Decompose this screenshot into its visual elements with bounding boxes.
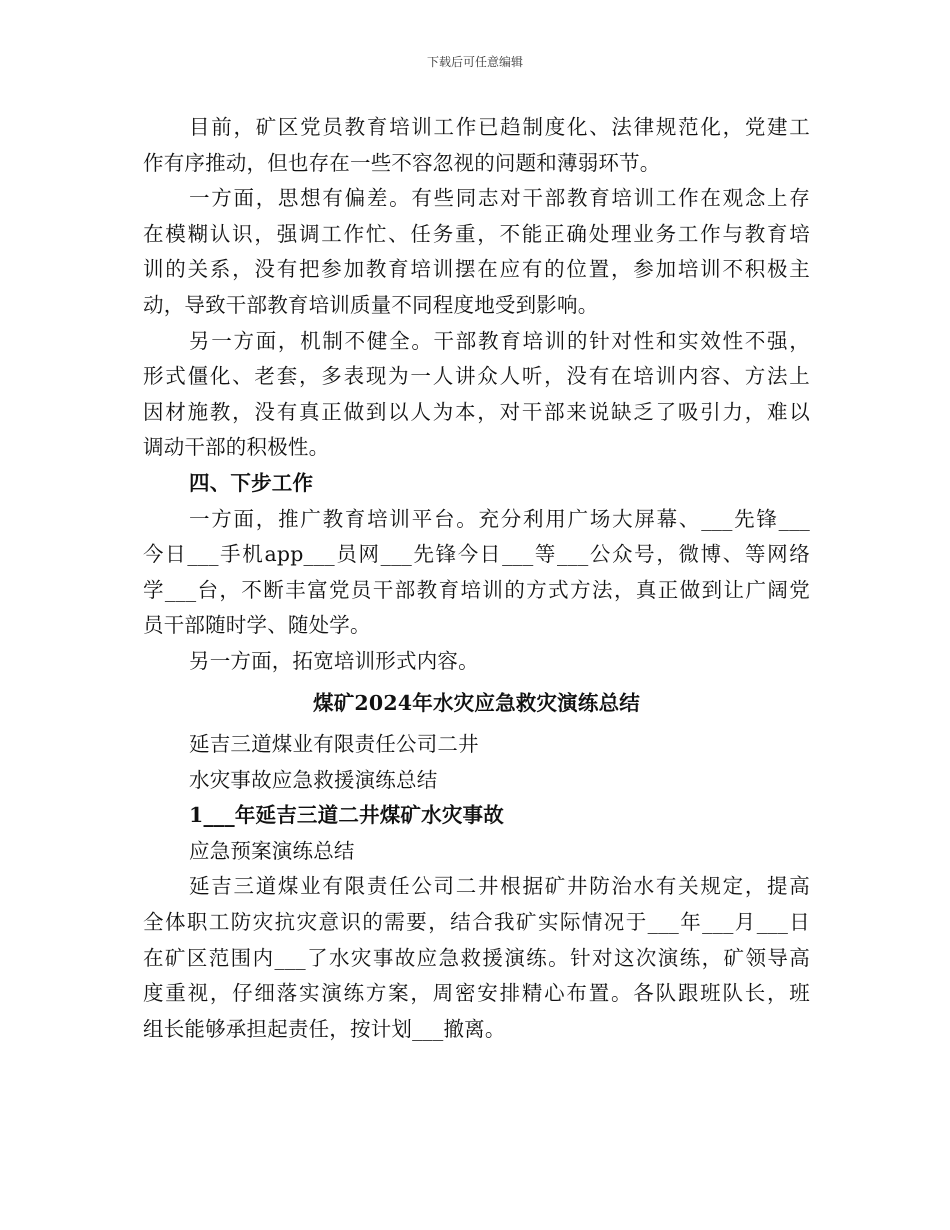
- section-heading-drill: 1___年延吉三道二井煤矿水灾事故: [189, 803, 504, 828]
- text-line: 另一方面，机制不健全。干部教育培训的针对性和实效性不强，: [189, 328, 810, 353]
- text-line: 今日___手机app___员网___先锋今日___等___公众号，微博、等网络: [143, 542, 810, 567]
- company-name-line: 延吉三道煤业有限责任公司二井: [189, 732, 479, 757]
- paragraph-training-content: 另一方面，拓宽培训形式内容。: [189, 648, 479, 673]
- text-line: 目前，矿区党员教育培训工作已趋制度化、法律规范化，党建工: [189, 115, 810, 139]
- text-line: 调动干部的积极性。: [143, 435, 330, 460]
- document-body: [143, 110, 810, 1047]
- text-line: 在矿区范围内___了水灾事故应急救援演练。针对这次演练，矿领导高: [143, 945, 810, 970]
- text-line: 度重视，仔细落实演练方案，周密安排精心布置。各队跟班队长，班: [143, 981, 810, 1006]
- text-line: 形式僵化、老套，多表现为一人讲众人听，没有在培训内容、方法上: [143, 364, 810, 389]
- paragraph-thinking-deviation: [143, 181, 810, 323]
- text-line: 员干部随时学、随处学。: [143, 613, 371, 638]
- plan-summary-line: 应急预案演练总结: [189, 838, 355, 863]
- text-line: 延吉三道煤业有限责任公司二井根据矿井防治水有关规定，提高: [189, 874, 810, 899]
- text-line: 在模糊认识，强调工作忙、任务重，不能正确处理业务工作与教育培: [143, 221, 810, 246]
- document-title: 煤矿2024年水灾应急救灾演练总结: [313, 690, 640, 715]
- text-line: 动，导致干部教育培训质量不同程度地受到影响。: [143, 292, 599, 317]
- paragraph-drill-body: [143, 869, 810, 1047]
- text-line: 训的关系，没有把参加教育培训摆在应有的位置，参加培训不积极主: [143, 257, 810, 282]
- text-line: 作有序推动，但也存在一些不容忽视的问题和薄弱环节。: [143, 150, 661, 175]
- text-line: 因材施教，没有真正做到以人为本，对干部来说缺乏了吸引力，难以: [143, 399, 810, 424]
- text-line: 一方面，思想有偏差。有些同志对干部教育培训工作在观念上存: [189, 186, 810, 211]
- paragraph-training-platform: [143, 502, 810, 644]
- text-line: 学___台，不断丰富党员干部教育培训的方式方法，真正做到让广阔党: [143, 577, 810, 602]
- drill-summary-line: 水灾事故应急救援演练总结: [189, 767, 438, 792]
- text-line: 全体职工防灾抗灾意识的需要，结合我矿实际情况于___年___月___日: [143, 910, 810, 935]
- text-line: 一方面，推广教育培训平台。充分利用广场大屏幕、___先锋___: [189, 506, 810, 531]
- paragraph-current-status: [143, 110, 810, 181]
- page-header: 下载后可任意编辑: [426, 55, 523, 69]
- paragraph-mechanism: [143, 324, 810, 466]
- section-heading-next-steps: 四、下步工作: [189, 470, 314, 495]
- text-line: 组长能够承担起责任，按计划___撤离。: [143, 1016, 506, 1041]
